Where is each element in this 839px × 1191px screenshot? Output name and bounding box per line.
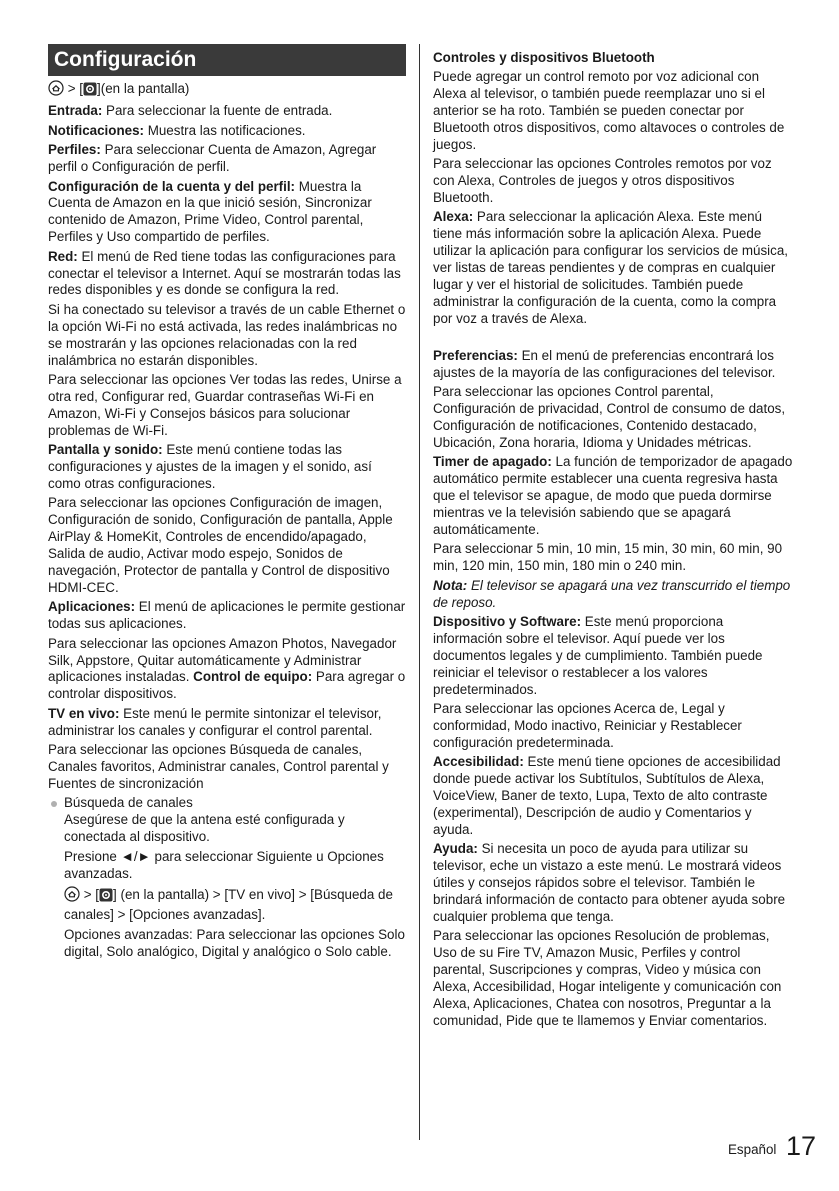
bullet-title: Búsqueda de canales [64, 795, 193, 811]
nota: Nota: El televisor se apagará una vez transcurrido el tiempo de reposo. [433, 577, 791, 610]
red-p3: Para seleccionar las opciones Ver todas las redes, Unirse a otra red, Configurar red, Guardar contraseñas Wi-Fi en Amazon, Wi-Fi y Consejos básicos para solucionar problemas de Wi-Fi. [48, 372, 402, 438]
alexa: Alexa: Para seleccionar la aplicación Alexa. Este menú tiene más información sobre la aplicación Alexa. Puede utilizar la aplicación para configurar los servicios de música, ver listas de tareas pendientes y de compras en cualquier lugar y ver el historial de solicitudes. También puede administrar la configuración de la cuenta, como la compra por voz a través de Alexa. [433, 209, 789, 326]
perfiles: Perfiles: Para seleccionar Cuenta de Amazon, Agregar perfil o Configuración de perfil. [48, 142, 377, 175]
pantalla-p2: Para seleccionar las opciones Configuración de imagen, Configuración de sonido, Configuración de pantalla, Apple AirPlay & HomeKit, Controles de encendido/apagado, Salida de audio, Activar modo espejo, Sonidos de navegación, Protector de pantalla y Control de dispositivo HDMI-CEC. [48, 495, 393, 595]
gear-icon [99, 888, 113, 907]
right-column [433, 50, 793, 1032]
bluetooth-p2: Para seleccionar las opciones Controles remotos por voz con Alexa, Controles de juegos y otros dispositivos Bluetooth. [433, 155, 772, 205]
bullet-busqueda [48, 795, 406, 960]
timer-apagado: Timer de apagado: La función de temporizador de apagado automático permite establecer una cuenta regresiva hasta que el televisor se apague, de modo que pueda dormirse mientras ve la televisión sabiendo que se apagará automáticamente. [433, 454, 793, 538]
home-icon [64, 886, 80, 907]
tv-p2: Para seleccionar las opciones Búsqueda de canales, Canales favoritos, Administrar canales, Control parental y Fuentes de sincronización [48, 742, 389, 791]
preferencias: Preferencias: En el menú de preferencias encontrará los ajustes de la mayoría de las configuraciones del televisor. [433, 348, 776, 380]
notificaciones: Notificaciones: Muestra las notificaciones. [48, 122, 306, 138]
ayuda: Ayuda: Si necesita un poco de ayuda para utilizar su televisor, eche un vistazo a este menú. Le mostrará videos útiles y consejos rápidos sobre el televisor. También le brindará información de contacto para obtener ayuda sobre cualquier problema que tenga. [433, 841, 786, 924]
entrada: Entrada: Para seleccionar la fuente de entrada. [48, 103, 333, 119]
arrows-icon: ◄/► [120, 848, 151, 864]
timer-p2: Para seleccionar 5 min, 10 min, 15 min, 30 min, 60 min, 90 min, 120 min, 150 min, 180 min o 240 min. [433, 541, 783, 574]
nav-path: > [ ](en la pantalla) [48, 80, 406, 101]
nav-suffix: (en la pantalla) [100, 81, 190, 96]
preferencias-p2: Para seleccionar las opciones Control parental, Configuración de privacidad, Control de consumo de datos, Configuración de notificaciones, Contenido destacado, Ubicación, Zona horaria, Idioma y Unidades métricas. [433, 384, 786, 451]
left-column [48, 44, 406, 963]
ayuda-p2: Para seleccionar las opciones Resolución de problemas, Uso de su Fire TV, Amazon Music, Perfiles y control parental, Suscripciones y compras, Video y música con Alexa, Accesibilidad, Hogar inteligente y comunicación con Alexa, Aplicaciones, Chatea con nosotros, Preguntar a la comunidad, Pide que te llamemos y Enviar comentarios. [433, 928, 782, 1028]
bullet-p4: Opciones avanzadas: Para seleccionar las opciones Solo digital, Solo analógico, Digital y analógico o Solo cable. [64, 926, 405, 959]
dispositivo-p2: Para seleccionar las opciones Acerca de, Legal y conformidad, Modo inactivo, Reiniciar y Restablecer configuración predeterminada. [433, 701, 742, 750]
column-divider [419, 44, 420, 1140]
bluetooth-heading: Controles y dispositivos Bluetooth [433, 50, 655, 65]
footer-language: Español [728, 1142, 777, 1157]
red: Red: El menú de Red tiene todas las configuraciones para conectar el televisor a Internet. Aquí se mostrarán todas las redes disponibles y es donde se configura la red. [48, 248, 401, 298]
pantalla-sonido: Pantalla y sonido: Este menú contiene todas las configuraciones y ajustes de la imagen y el sonido, así como otras configuraciones. [48, 442, 372, 491]
bullet-p1: Asegúrese de que la antena esté configurada y conectada al dispositivo. [64, 812, 345, 845]
accesibilidad: Accesibilidad: Este menú tiene opciones de accesibilidad donde puede activar los Subtítulos, Subtítulos de Alexa, VoiceView, Baner de texto, Lupa, Texto de alto contraste (experimental), Descripción de audio y Comentarios y ayuda. [433, 754, 781, 837]
section-title: Configuración [48, 44, 406, 76]
red-p2: Si ha conectado su televisor a través de un cable Ethernet o la opción Wi-Fi no está activada, las redes inalámbricas no se mostrarán y las opciones relacionadas con la red inalámbrica no estarán disponibles. [48, 301, 406, 368]
gear-icon [83, 82, 97, 101]
cuenta-perfil: Configuración de la cuenta y del perfil: Muestra la Cuenta de Amazon en la que inició sesión, Sincronizar contenido de Amazon, Prime Video, Control parental, Perfiles y Uso compartido de perfiles. [48, 178, 372, 245]
home-icon [48, 80, 64, 101]
page-number: 17 [786, 1131, 817, 1161]
bluetooth-p1: Puede agregar un control remoto por voz adicional con Alexa al televisor, o también puede reemplazar uno si el anterior se ha roto. También se pueden conectar por Bluetooth otros dispositivos, como altavoces o controles de juegos. [433, 68, 785, 152]
aplicaciones: Aplicaciones: El menú de aplicaciones le permite gestionar todas sus aplicaciones. [48, 599, 406, 632]
nav-sep: > [67, 81, 76, 96]
bullet-p2: Presione ◄/► para seleccionar Siguiente u Opciones avanzadas. [64, 848, 384, 881]
tv-en-vivo: TV en vivo: Este menú le permite sintonizar el televisor, administrar los canales y configurar el control parental. [48, 705, 382, 738]
bullet-p3: > [ ] (en la pantalla) > [TV en vivo] > [Búsqueda de canales] > [Opciones avanzadas]. [64, 886, 393, 922]
aplicaciones-p2: Para seleccionar las opciones Amazon Photos, Navegador Silk, Appstore, Quitar automáticamente y Administrar aplicaciones instaladas. Control de equipo: Para agregar o controlar dispositivos. [48, 635, 406, 702]
bullet-dot [51, 801, 57, 807]
dispositivo-software: Dispositivo y Software: Este menú proporciona información sobre el televisor. Aquí puede ver los documentos legales y de cumplimiento. También puede reiniciar el televisor o restablecer a los valores predeterminados. [433, 614, 763, 697]
